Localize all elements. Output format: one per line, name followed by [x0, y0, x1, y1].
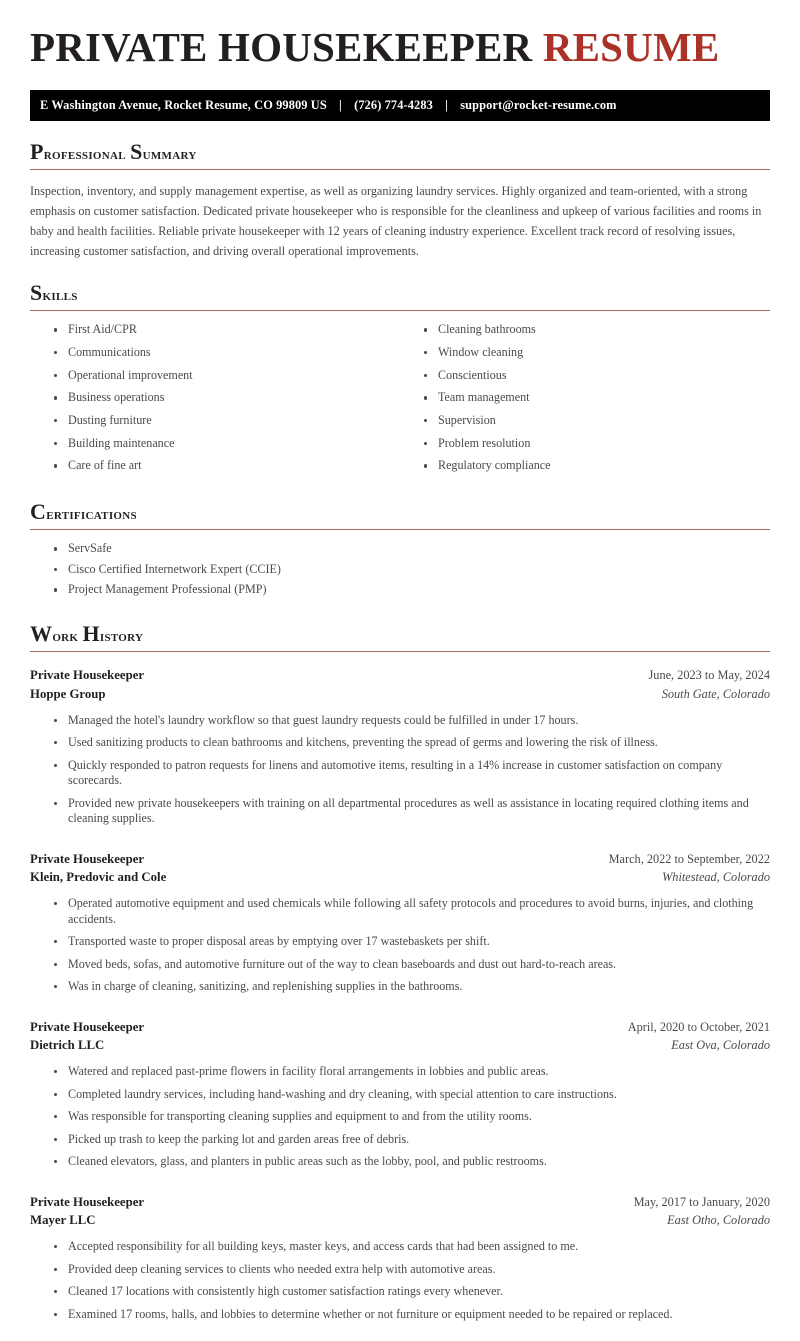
job-bullet: Accepted responsibility for all building keys, master keys, and access cards that had been assigned to me. — [54, 1239, 770, 1261]
job-bullet-list — [30, 1239, 770, 1329]
list-item: Building maintenance — [54, 436, 400, 459]
job-location: Whitestead, Colorado — [662, 870, 770, 885]
heading-rest-skills: kills — [42, 287, 78, 304]
job-bullet-list — [30, 713, 770, 834]
heading-initial-w: W — [30, 620, 53, 646]
job-bullet: Picked up trash to keep the parking lot and garden areas free of debris. — [54, 1132, 770, 1154]
list-item: Communications — [54, 345, 400, 368]
job-title: Private Housekeeper — [30, 851, 145, 866]
list-item: Team management — [424, 390, 770, 413]
section-rule-work-history — [30, 651, 770, 652]
heading-rest-professional: rofessional — [43, 146, 131, 164]
list-item: Window cleaning — [424, 345, 770, 368]
contact-address: E Washington Avenue, Rocket Resume, CO 99809 US — [40, 98, 327, 113]
resume-title — [30, 0, 770, 69]
list-item: Conscientious — [424, 368, 770, 391]
summary-text: Inspection, inventory, and supply management expertise, as well as organizing laundry services. Highly organized and team-oriented, with a strong emphasis on customer satisfaction. Dedicated private housekeeper who is responsible for the cleanliness and upkeep of various facilities and rooms in baby and health facilities. Reliable private housekeeper with 12 years of cleaning industry experience. Excellent track record of resolving issues, increasing customer satisfaction, and driving overall operational improvements. — [30, 184, 762, 259]
contact-separator-1: | — [339, 98, 342, 113]
job-bullet: Moved beds, sofas, and automotive furniture out of the way to clean baseboards and dust out hard-to-reach areas. — [54, 957, 770, 979]
heading-initial-h: H — [82, 620, 100, 646]
list-item: Operational improvement — [54, 368, 400, 391]
list-item: Regulatory compliance — [424, 458, 770, 481]
job-dates: April, 2020 to October, 2021 — [627, 1019, 770, 1034]
job-bullet: Managed the hotel's laundry workflow so that guest laundry requests could be fulfilled in under 17 hours. — [54, 713, 770, 735]
job-location: East Otho, Colorado — [667, 1213, 770, 1228]
section-skills — [30, 280, 770, 481]
section-heading-certifications — [30, 499, 770, 525]
job-bullet: Watered and replaced past-prime flowers in facility floral arrangements in lobbies and public areas. — [54, 1064, 770, 1086]
skills-list-right — [400, 322, 770, 481]
work-history-entry — [30, 1193, 770, 1330]
job-title: Private Housekeeper — [30, 1194, 145, 1209]
section-heading-work-history — [30, 621, 770, 647]
section-heading-professional-summary — [30, 139, 770, 165]
contact-bar — [30, 90, 770, 121]
job-bullet: Was responsible for transporting cleaning supplies and equipment to and from the utility rooms. — [54, 1109, 770, 1131]
contact-details — [40, 98, 617, 113]
job-bullet: Transported waste to proper disposal areas by emptying over 17 wastebaskets per shift. — [54, 934, 770, 956]
heading-rest-summary: ummary — [142, 146, 197, 164]
resume-title-accent: RESUME — [542, 24, 720, 70]
job-dates: March, 2022 to September, 2022 — [608, 851, 770, 866]
job-title-row — [30, 1193, 770, 1212]
contact-email[interactable]: support@rocket-resume.com — [460, 98, 617, 113]
job-company: Dietrich LLC — [30, 1038, 105, 1053]
job-title: Private Housekeeper — [30, 1019, 145, 1034]
job-bullet: Quickly responded to patron requests for linens and automotive items, resulting in a 14% increase in customer satisfaction on company scorecards. — [54, 758, 770, 796]
job-bullet: Provided deep cleaning services to clients who needed extra help with automotive areas. — [54, 1262, 770, 1284]
heading-initial-s: S — [130, 139, 143, 165]
job-bullet-list — [30, 1064, 770, 1176]
job-company: Klein, Predovic and Cole — [30, 870, 167, 885]
resume-title-main: PRIVATE HOUSEKEEPER — [30, 24, 533, 70]
job-company-row — [30, 1211, 770, 1230]
job-company-row — [30, 1036, 770, 1055]
job-bullet: Used sanitizing products to clean bathrooms and kitchens, preventing the spread of germs and lowering the risk of illness. — [54, 735, 770, 757]
contact-separator-2: | — [445, 98, 448, 113]
heading-rest-work: ork — [52, 627, 83, 645]
job-bullet: Cleaned elevators, glass, and planters in public areas such as the lobby, pool, and public restrooms. — [54, 1154, 770, 1176]
job-dates: May, 2017 to January, 2020 — [633, 1194, 770, 1209]
section-rule-professional-summary — [30, 169, 770, 170]
job-bullet: Completed laundry services, including hand-washing and dry cleaning, with special attention to care instructions. — [54, 1087, 770, 1109]
section-heading-skills — [30, 280, 770, 306]
heading-initial-p: P — [30, 139, 44, 165]
list-item: Supervision — [424, 413, 770, 436]
skills-columns — [30, 311, 770, 481]
job-title-row — [30, 1018, 770, 1037]
job-dates: June, 2023 to May, 2024 — [648, 668, 770, 683]
work-history-entry — [30, 666, 770, 833]
certifications-list — [30, 541, 770, 602]
job-bullet-list — [30, 896, 770, 1001]
job-bullet: Was in charge of cleaning, sanitizing, and replenishing supplies in the bathrooms. — [54, 979, 770, 1001]
section-professional-summary — [30, 139, 770, 262]
work-history-entries — [30, 666, 770, 1329]
job-bullet: Examined 17 rooms, halls, and lobbies to determine whether or not furniture or equipment needed to be repaired or replaced. — [54, 1307, 770, 1329]
list-item: ServSafe — [54, 541, 770, 561]
work-history-entry — [30, 850, 770, 1002]
job-company: Hoppe Group — [30, 687, 106, 701]
list-item: Cleaning bathrooms — [424, 322, 770, 345]
job-bullet: Cleaned 17 locations with consistently high customer satisfaction ratings every whenever. — [54, 1284, 770, 1306]
section-work-history — [30, 621, 770, 1329]
job-bullet: Provided new private housekeepers with training on all departmental procedures as well as assistance in locating required clothing items and cleaning supplies. — [54, 796, 770, 834]
contact-phone[interactable]: (726) 774-4283 — [354, 98, 433, 113]
skills-list-left — [30, 322, 400, 481]
list-item: Project Management Professional (PMP) — [54, 582, 770, 602]
heading-initial-c: C — [30, 498, 47, 524]
list-item: Care of fine art — [54, 458, 400, 481]
job-bullet: Operated automotive equipment and used chemicals while following all safety protocols and procedures to avoid burns, injuries, and clothing accidents. — [54, 896, 770, 934]
job-company-row — [30, 868, 770, 887]
work-history-entry — [30, 1018, 770, 1177]
section-rule-certifications — [30, 529, 770, 530]
job-location: South Gate, Colorado — [661, 687, 770, 701]
job-company: Mayer LLC — [30, 1213, 96, 1228]
job-location: East Ova, Colorado — [671, 1038, 770, 1053]
list-item: Cisco Certified Internetwork Expert (CCIE) — [54, 562, 770, 582]
heading-rest-history: istory — [99, 627, 144, 645]
job-title: Private Housekeeper — [30, 668, 145, 683]
job-title-row — [30, 666, 770, 685]
job-company-row — [30, 685, 770, 704]
list-item: Problem resolution — [424, 436, 770, 459]
section-certifications — [30, 499, 770, 603]
list-item: Business operations — [54, 390, 400, 413]
heading-initial-s-skills: S — [30, 280, 43, 305]
list-item: Dusting furniture — [54, 413, 400, 436]
list-item: First Aid/CPR — [54, 322, 400, 345]
job-title-row — [30, 850, 770, 869]
heading-rest-certifications: ertifications — [46, 505, 137, 523]
